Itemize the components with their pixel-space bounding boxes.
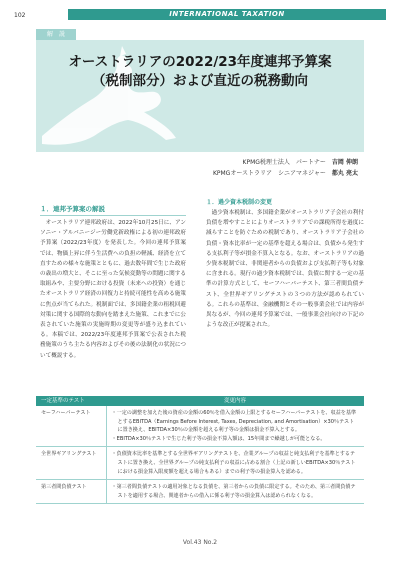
table-row (36, 406, 364, 447)
magazine-title: INTERNATIONAL TAXATION (68, 9, 386, 20)
table-cell-changes (106, 480, 364, 504)
subsection-body: 過少資本税制は、多国籍企業がオーストラリア子会社の利付負債を増やすことによりオーストラリアでの課税所得を過度に減らすことを防ぐための税制であり、オーストラリア子会社の負債・資本比率が一定の基準を超える場合は、負債から発生する支払利子等が損金不算入となる。なお、オーストラリアの過少資本税制では、非関連者からの負債および支払利子等も対象に含まれる。現行の過少資本税制では、負債に関する一定の基準の計算方式として、セーフハーバーテスト、第三者間負債テスト、全世界ギアリングテストの３つの方法が認められている。これらの基準は、金融機関とその一般事業会社では内容が異なるが、今回の連邦予算案では、一般事業会社向けの下記のような改正が提案された。 (206, 210, 364, 329)
running-header (14, 8, 386, 22)
author-org: KPMGオーストラリア シニアマネジャー (212, 170, 326, 177)
table-header-row (36, 396, 364, 406)
article-title (36, 53, 364, 91)
table-cell-test: セーフハーバーテスト (36, 406, 106, 447)
change-item: ・EBITDA×30％テストで生じた利子等の損金不算入額は、15年間まで繰越しが可能となる。 (111, 435, 326, 442)
table-cell-changes (106, 406, 364, 447)
author-org: KPMG税理士法人 パートナー (242, 159, 326, 166)
table-row (36, 447, 364, 480)
table-header-changes: 変更内容 (106, 396, 364, 406)
table-cell-test: 第三者間負債テスト (36, 480, 106, 504)
author-name: 吉岡 伸朗 (331, 159, 358, 166)
author-line-1 (243, 157, 358, 166)
title-line-1: オーストラリアの2022/23年度連邦予算案 (68, 54, 332, 70)
change-item: ・負債資本比率を基準とする全世界ギアリングテストを、企業グループの収益と純支払利子を基準とするテストに置き換え、全世界グループの純支払利子の収益に占める割合（上記の新しいEBITDA×30％テストにおける損金算入限度額を超える場合もある）までの利子等の損金算入を認める。 (111, 451, 356, 475)
title-line-2: （税制部分）および直近の税務動向 (92, 73, 308, 89)
page-number: 102 (14, 12, 26, 19)
table-cell-test: 全世界ギアリングテスト (36, 447, 106, 480)
table-row (36, 480, 364, 504)
change-item: ・一定の調整を加えた後の資産の金額の60％を借入金額の上限とするセーフハーバーテストを、収益を基準とするEBITDA（Earnings Before Interest, Taxes, Depreciation, and Amortisation）×30％テストに置き換え、EBITDA×30％の金額を超える利子等の金額は損金不算入とする。 (111, 410, 357, 434)
table-cell-changes (106, 447, 364, 480)
author-line-2 (213, 168, 358, 177)
table-header-test: 一定基準のテスト (36, 396, 106, 406)
author-name: 都丸 亮太 (331, 170, 358, 177)
subsection-heading: １．過少資本税制の変更 (206, 199, 273, 206)
title-banner (36, 40, 364, 152)
category-label: 解 説 (36, 29, 76, 40)
section-heading: １．連邦予算案の解説 (40, 204, 186, 216)
change-item: ・第三者間負債テストの適用対象となる負債を、第三者からの負債に限定する。そのため、第三者間負債テストを適用する場合、関連者からの借入に係る利子等の損金算入は認められなくなる。 (111, 484, 356, 499)
volume-footer: Vol.43 No.2 (182, 539, 218, 546)
thin-cap-table (36, 396, 364, 504)
section-body: オーストラリア連邦政府は、2022年10月25日に、アンソニー・アルバニージー労働党新政権による初の連邦政府予算案（2022/23年度）を発表した。今回の連邦予算案では、物価上昇に伴う生活費への負担の軽減、経済を立て直すための様々な施策とともに、過去数年間で生じた政府の歳出の増大と、そこに至った気候変動等の問題に関する取組みや、主要分野における投資（未来への投資）を通じたオーストラリア経済の回復力と持続可能性を高める施策に焦点が当てられた。税制面では、多国籍企業の租税回避対策に関する国際的な動向を踏まえた施策、これまでに公表されていた施策の実施時期の変更等が盛り込まれている。本稿では、2022/23年度連邦予算案で公表された税務施策のうち主たる内容およびその後の法制化の状況について概説する。 (40, 220, 186, 359)
